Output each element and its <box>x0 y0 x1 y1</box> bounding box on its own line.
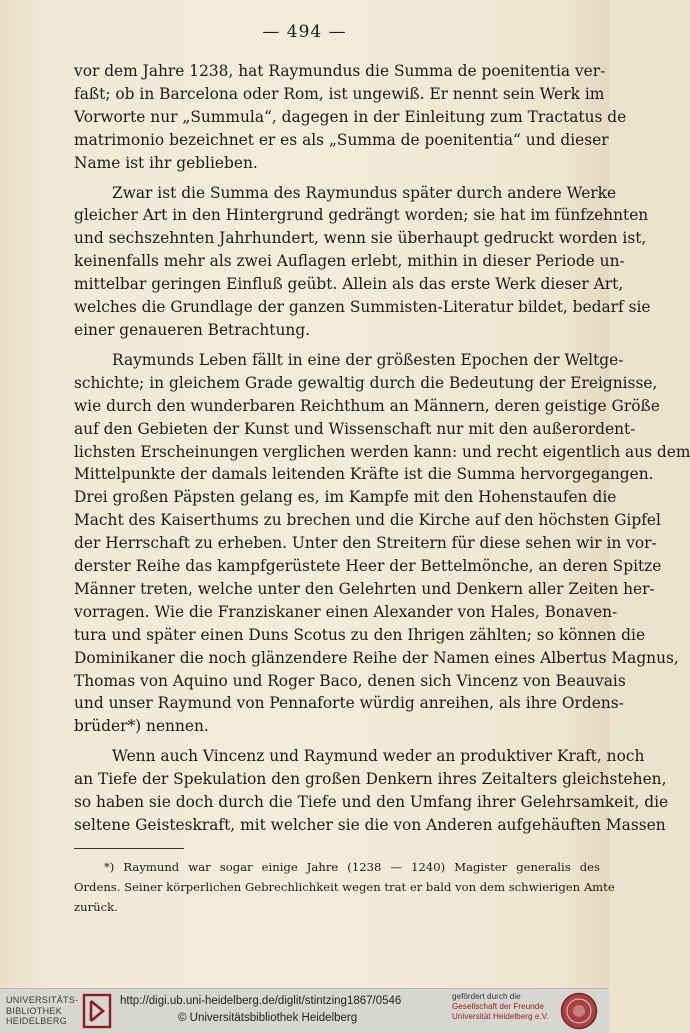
text-line: keinenfalls mehr als zwei Auflagen erlebt, mithin in dieser Periode un- <box>74 252 625 271</box>
text-line: und sechszehnten Jahrhundert, wenn sie überhaupt gedruckt worden ist, <box>74 229 647 248</box>
text-line: Wenn auch Vincenz und Raymund weder an produktiver Kraft, noch <box>112 747 645 766</box>
footnote <box>74 857 615 917</box>
copyright: © Universitätsbibliothek Heidelberg <box>178 1012 358 1024</box>
text-line: lichsten Erscheinungen verglichen werden kann: und recht eigentlich aus dem <box>74 442 690 461</box>
text-line: Mittelpunkte der damals leitenden Kräfte ist die Summa hervorgegangen. <box>74 465 654 484</box>
library-line: HEIDELBERG <box>6 1016 68 1026</box>
funding-line: gefördert durch die <box>452 992 521 1001</box>
text-line: und unser Raymund von Pennaforte würdig anreihen, als ihre Ordens- <box>74 694 624 713</box>
text-line: Vorworte nur „Summula“, dagegen in der Einleitung zum Tractatus de <box>74 107 627 126</box>
paragraph-2 <box>74 182 651 342</box>
paragraph-3 <box>74 349 690 738</box>
text-line: derster Reihe das kampfgerüstete Heer der Bettelmönche, an deren Spitze <box>74 557 662 576</box>
footer-bar <box>0 988 609 1033</box>
funding-line: Universität Heidelberg e.V. <box>452 1012 549 1021</box>
funding-note <box>452 992 549 1022</box>
text-line: Raymunds Leben fällt in eine der größesten Epochen der Weltge- <box>112 350 624 369</box>
text-line: so haben sie doch durch die Tiefe und den Umfang ihrer Gelehrsamkeit, die <box>74 793 669 812</box>
text-line: einer genaueren Betrachtung. <box>74 320 311 339</box>
paragraph-4 <box>74 745 669 837</box>
university-seal-icon <box>560 992 598 1030</box>
footnote-divider <box>74 848 184 849</box>
text-line: tura und später einen Duns Scotus zu den Ihrigen zählten; so können die <box>74 625 646 644</box>
funding-line: Gesellschaft der Freunde <box>452 1002 544 1011</box>
footnote-line: zurück. <box>74 900 118 914</box>
text-line: brüder*) nennen. <box>74 717 209 736</box>
text-line: Thomas von Aquino und Roger Baco, denen sich Vincenz von Beauvais <box>74 671 626 690</box>
text-line: seltene Geisteskraft, mit welcher sie die von Anderen aufgehäuften Massen <box>74 816 666 834</box>
library-line: BIBLIOTHEK <box>6 1005 63 1016</box>
paragraph-1 <box>74 60 627 175</box>
permalink[interactable]: http://digi.ub.uni-heidelberg.de/diglit/stintzing1867/0546 <box>120 995 402 1007</box>
text-line: faßt; ob in Barcelona oder Rom, ist ungewiß. Er nennt sein Werk im <box>74 84 605 103</box>
text-line: der Herrschaft zu erheben. Unter den Streitern für diese sehen wir in vor- <box>74 534 657 553</box>
library-logo-icon <box>82 993 112 1029</box>
text-line: mittelbar geringen Einfluß geübt. Allein als das erste Werk dieser Art, <box>74 275 624 294</box>
text-line: Name ist ihr geblieben. <box>74 153 258 172</box>
text-line: Macht des Kaiserthums zu brechen und die Kirche auf den höchsten Gipfel <box>74 511 661 530</box>
text-line: an Tiefe der Spekulation den großen Denkern ihres Zeitalters gleichstehen, <box>74 770 667 789</box>
text-line: welches die Grundlage der ganzen Summisten-Literatur bildet, bedarf sie <box>74 298 651 317</box>
text-line: wie durch den wunderbaren Reichthum an Männern, deren geistige Größe <box>74 396 660 415</box>
footnote-line: *) Raymund war sogar einige Jahre (1238 — 1240) Magister generalis des <box>104 860 600 874</box>
text-line: matrimonio bezeichnet er es als „Summa de poenitentia“ und dieser <box>74 130 609 149</box>
library-wordmark <box>6 995 78 1027</box>
library-line: UNIVERSITÄTS- <box>6 995 79 1005</box>
text-line: gleicher Art in den Hintergrund gedrängt worden; sie hat im fünfzehnten <box>74 206 649 225</box>
text-line: vor dem Jahre 1238, hat Raymundus die Summa de poenitentia ver- <box>74 62 606 80</box>
text-line: Drei großen Päpsten gelang es, im Kampfe mit den Hohenstaufen die <box>74 488 617 507</box>
footnote-line: Ordens. Seiner körperlichen Gebrechlichkeit wegen trat er bald von dem schwierigen Amte <box>74 880 615 894</box>
text-line: Dominikaner die noch glänzendere Reihe der Namen eines Albertus Magnus, <box>74 648 679 667</box>
text-line: Zwar ist die Summa des Raymundus später durch andere Werke <box>112 183 617 202</box>
text-line: schichte; in gleichem Grade gewaltig durch die Bedeutung der Ereignisse, <box>74 373 658 392</box>
text-line: auf den Gebieten der Kunst und Wissenschaft nur mit den außerordent- <box>74 419 636 438</box>
page-number: — 494 — <box>262 22 347 42</box>
text-line: vorragen. Wie die Franziskaner einen Alexander von Hales, Bonaven- <box>74 602 618 621</box>
body-text <box>74 60 690 844</box>
text-line: Männer treten, welche unter den Gelehrten und Denkern aller Zeiten her- <box>74 579 655 598</box>
